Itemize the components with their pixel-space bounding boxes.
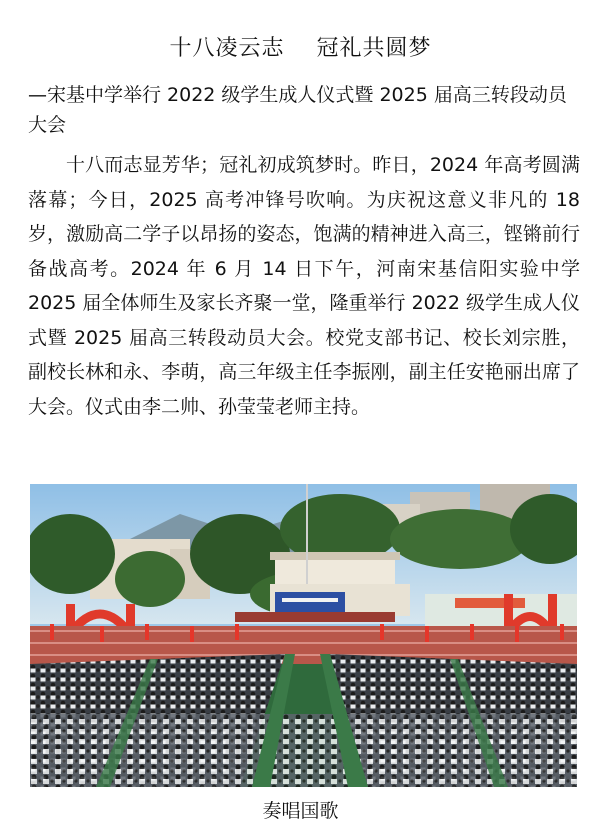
article-body: 十八而志显芳华；冠礼初成筑梦时。昨日，2024 年高考圆满落幕；今日，2025 高考冲锋号吹响。为庆祝这意义非凡的 18 岁，激励高二学子以昂扬的姿态，饱满的精神进入高三，铿锵前行备战高考。2024 年 6 月 14 日下午，河南宋基信阳实验中学 2025 届全体师生及家长齐聚一堂，隆重举行 2022 级学生成人仪式暨 2025 届高三转段动员大会。校党支部书记、校长刘宗胜，副校长林和永、李萌，高三年级主任李振刚，副主任安艳丽出席了大会。仪式由李二帅、孙莹莹老师主持。 [28, 154, 580, 418]
article-title: 十八凌云志 冠礼共圆梦 [169, 36, 432, 61]
article-subtitle: —宋基中学举行 2022 级学生成人仪式暨 2025 届高三转段动员大会 [28, 84, 567, 136]
ceremony-photo [30, 484, 577, 787]
photo-caption: 奏唱国歌 [262, 800, 339, 822]
ceremony-photo-illustration [30, 484, 577, 787]
